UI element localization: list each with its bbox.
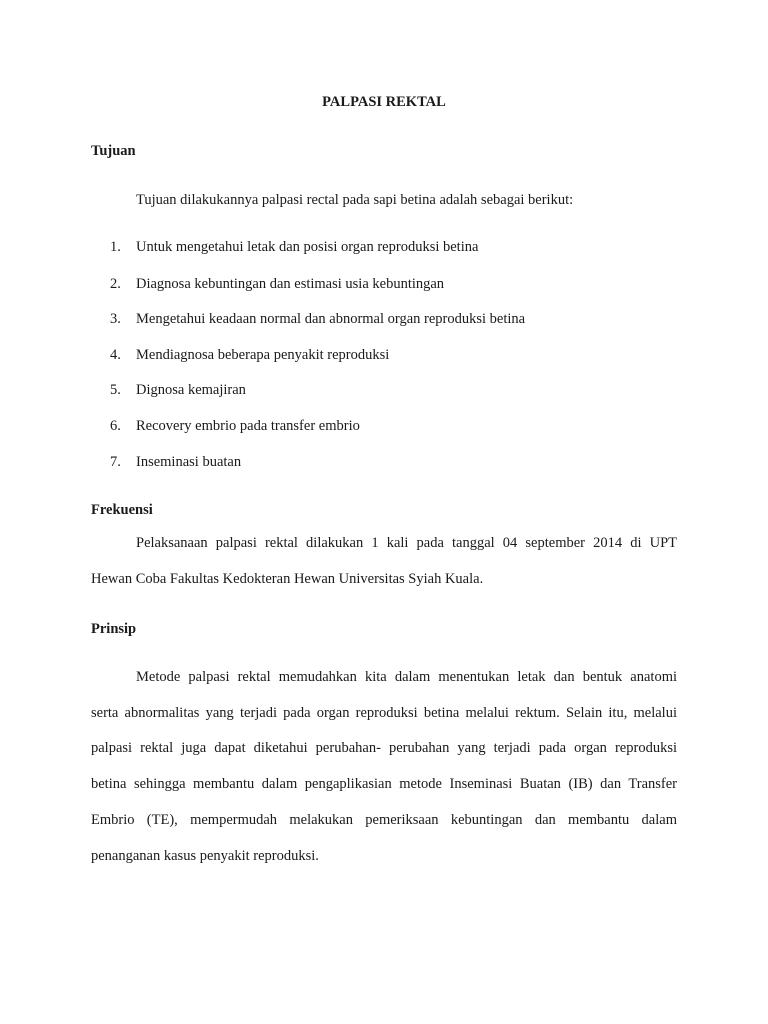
document-title: PALPASI REKTAL bbox=[322, 94, 446, 110]
prinsip-line: Embrio (TE), mempermudah melakukan pemeriksaan kebuntingan dan membantu dalam bbox=[91, 812, 677, 828]
list-number: 7. bbox=[110, 454, 121, 470]
list-number: 6. bbox=[110, 418, 121, 434]
list-item bbox=[110, 454, 241, 471]
prinsip-line: betina sehingga membantu dalam pengaplikasian metode Inseminasi Buatan (IB) dan Transfer bbox=[91, 776, 677, 792]
list-item bbox=[110, 418, 360, 435]
list-text: Inseminasi buatan bbox=[136, 454, 242, 470]
heading-frekuensi: Frekuensi bbox=[91, 502, 153, 518]
prinsip-line: palpasi rektal juga dapat diketahui perubahan- perubahan yang terjadi pada organ reproduksi bbox=[91, 740, 677, 756]
list-item bbox=[110, 276, 444, 293]
list-text: Recovery embrio pada transfer embrio bbox=[136, 418, 360, 434]
list-text: Mendiagnosa beberapa penyakit reproduksi bbox=[136, 347, 390, 363]
frekuensi-line: Pelaksanaan palpasi rektal dilakukan 1 kali pada tanggal 04 september 2014 di UPT bbox=[136, 535, 677, 551]
list-item bbox=[110, 311, 525, 328]
tujuan-intro: Tujuan dilakukannya palpasi rectal pada sapi betina adalah sebagai berikut: bbox=[136, 192, 574, 208]
list-number: 3. bbox=[110, 311, 121, 327]
list-item bbox=[110, 239, 478, 256]
list-number: 5. bbox=[110, 382, 121, 398]
heading-tujuan: Tujuan bbox=[91, 143, 136, 159]
list-text: Dignosa kemajiran bbox=[136, 382, 246, 398]
list-item bbox=[110, 382, 246, 399]
list-text: Diagnosa kebuntingan dan estimasi usia kebuntingan bbox=[136, 276, 445, 292]
frekuensi-line: Hewan Coba Fakultas Kedokteran Hewan Universitas Syiah Kuala. bbox=[91, 571, 484, 587]
prinsip-line: Metode palpasi rektal memudahkan kita dalam menentukan letak dan bentuk anatomi bbox=[136, 669, 677, 685]
list-number: 2. bbox=[110, 276, 121, 292]
list-text: Untuk mengetahui letak dan posisi organ reproduksi betina bbox=[136, 239, 479, 255]
list-number: 1. bbox=[110, 239, 121, 255]
prinsip-line: serta abnormalitas yang terjadi pada organ reproduksi betina melalui rektum. Selain itu, melalui bbox=[91, 705, 677, 721]
list-number: 4. bbox=[110, 347, 121, 363]
heading-prinsip: Prinsip bbox=[91, 621, 137, 637]
prinsip-line: penanganan kasus penyakit reproduksi. bbox=[91, 848, 319, 864]
list-text: Mengetahui keadaan normal dan abnormal organ reproduksi betina bbox=[136, 311, 526, 327]
list-item bbox=[110, 347, 389, 364]
